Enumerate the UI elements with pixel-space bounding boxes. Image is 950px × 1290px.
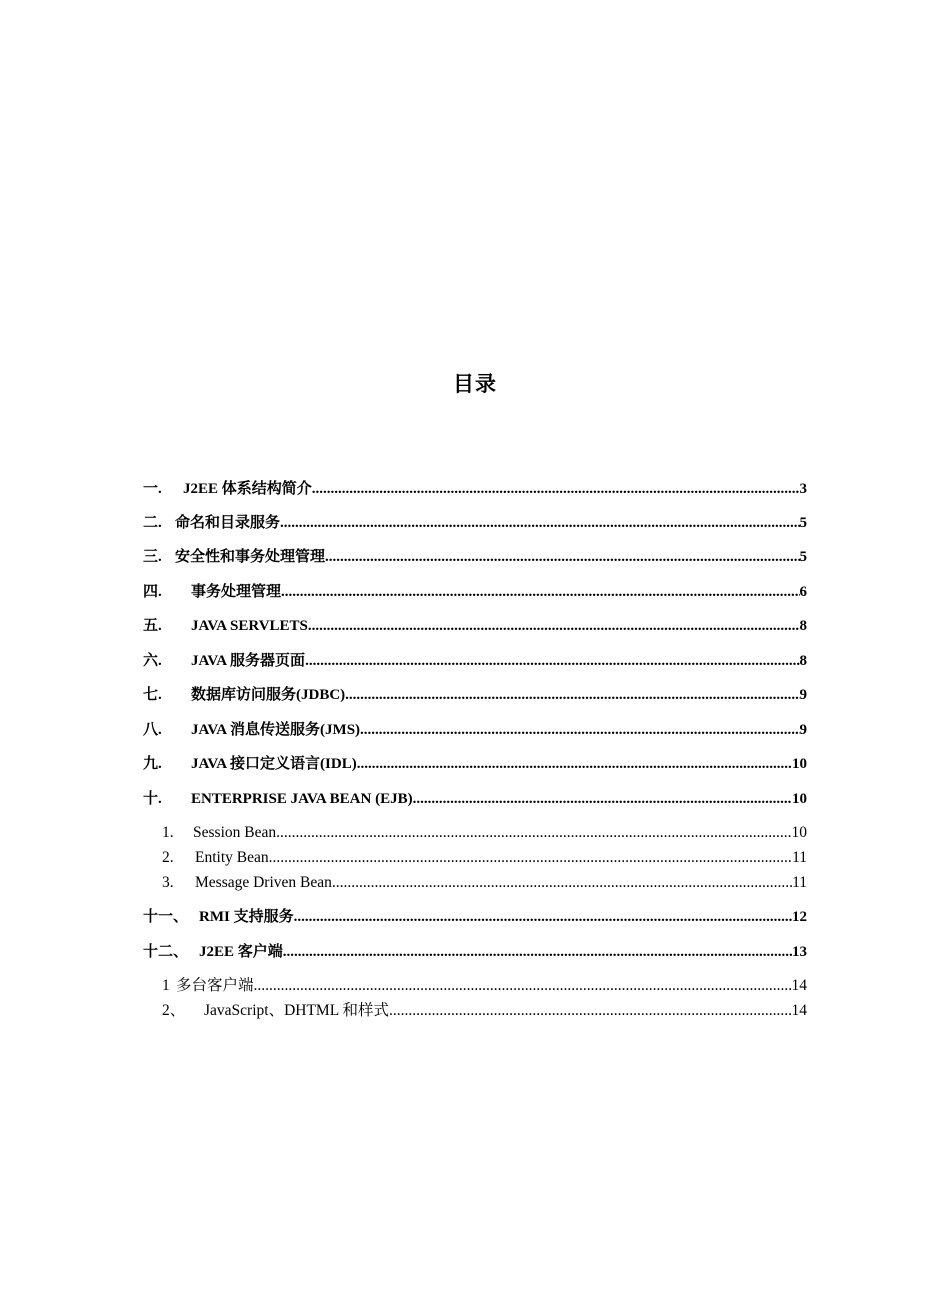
toc-dot-leader (325, 546, 799, 568)
toc-entry-label: RMI 支持服务 (199, 909, 294, 925)
toc-entry-label: Session Bean (193, 824, 277, 841)
toc-entry-page: 14 (791, 977, 807, 994)
toc-entry-page: 9 (799, 722, 807, 738)
toc-entry-page: 10 (792, 791, 807, 807)
toc-entry-label: 安全性和事务处理管理 (175, 549, 326, 565)
toc-dot-leader (305, 650, 799, 672)
toc-entry-2[interactable] (143, 512, 807, 534)
toc-entry-number: 二. (143, 515, 162, 531)
toc-entry-12[interactable] (143, 941, 807, 963)
toc-entry-number: 七. (143, 687, 162, 703)
toc-entry-label: J2EE 体系结构简介 (183, 481, 312, 497)
toc-entry-label: 事务处理管理 (191, 584, 282, 600)
toc-entry-number: 十一、 (143, 909, 189, 925)
toc-entry-9[interactable] (143, 753, 807, 775)
toc-entry-label: ENTERPRISE JAVA BEAN (EJB) (191, 791, 413, 807)
toc-entry-page: 12 (792, 909, 807, 925)
toc-entry-page: 14 (791, 1002, 807, 1019)
toc-dot-leader (308, 615, 800, 637)
toc-entry-label: JavaScript、DHTML 和样式 (204, 1002, 389, 1019)
toc-entry-number: 3. (162, 874, 174, 891)
toc-entry-page: 8 (799, 618, 807, 634)
toc-dot-leader (269, 847, 792, 869)
toc-entry-label: 命名和目录服务 (175, 515, 281, 531)
toc-entry-number: 四. (143, 584, 162, 600)
toc-subentry-message-driven-bean[interactable] (162, 872, 807, 894)
toc-dot-leader (345, 684, 799, 706)
toc-entry-number: 十. (143, 791, 162, 807)
toc-entry-page: 5 (799, 549, 807, 565)
toc-title: 目录 (453, 372, 497, 396)
toc-dot-leader (389, 1000, 792, 1022)
toc-entry-label: 多台客户端 (176, 977, 254, 994)
toc-entry-number: 八. (143, 722, 162, 738)
toc-entry-label: Message Driven Bean (195, 874, 332, 891)
toc-dot-leader (276, 822, 791, 844)
toc-entry-number: 三. (143, 549, 162, 565)
toc-entry-6[interactable] (143, 650, 807, 672)
toc-entry-label: J2EE 客户端 (199, 944, 283, 960)
toc-entry-5[interactable] (143, 615, 807, 637)
toc-dot-leader (360, 719, 799, 741)
toc-entry-4[interactable] (143, 581, 807, 603)
toc-entry-page: 13 (792, 944, 807, 960)
toc-dot-leader (294, 906, 792, 928)
toc-entry-label: 数据库访问服务(JDBC) (191, 687, 346, 703)
toc-entry-label: JAVA 接口定义语言(IDL) (191, 756, 357, 772)
toc-dot-leader (413, 788, 792, 810)
toc-entry-label: JAVA 消息传送服务(JMS) (191, 722, 361, 738)
toc-entry-number: 1. (162, 824, 174, 841)
toc-entry-number: 1 (162, 977, 170, 994)
toc-entry-page: 10 (791, 824, 807, 841)
toc-entry-label: JAVA 服务器页面 (191, 653, 306, 669)
toc-dot-leader (357, 753, 792, 775)
toc-entry-page: 3 (799, 481, 807, 497)
toc-entry-page: 9 (799, 687, 807, 703)
toc-entry-1[interactable] (143, 478, 807, 500)
toc-entry-number: 2、 (162, 1002, 186, 1019)
toc-dot-leader (332, 872, 792, 894)
toc-subentry-session-bean[interactable] (162, 822, 807, 844)
toc-entry-number: 十二、 (143, 944, 189, 960)
toc-dot-leader (312, 478, 800, 500)
toc-dot-leader (280, 512, 799, 534)
toc-subentry-multiple-clients[interactable] (162, 975, 807, 997)
toc-entry-label: Entity Bean (195, 849, 269, 866)
toc-entry-7[interactable] (143, 684, 807, 706)
toc-entry-10[interactable] (143, 788, 807, 810)
toc-entry-page: 11 (792, 874, 807, 891)
toc-dot-leader (254, 975, 792, 997)
toc-entry-8[interactable] (143, 719, 807, 741)
toc-entry-3[interactable] (143, 546, 807, 568)
toc-entry-number: 六. (143, 653, 162, 669)
toc-subentry-javascript-dhtml[interactable] (162, 1000, 807, 1022)
toc-entry-page: 8 (799, 653, 807, 669)
toc-dot-leader (281, 581, 799, 603)
toc-entry-page: 10 (792, 756, 807, 772)
toc-entry-page: 5 (799, 515, 807, 531)
toc-entry-page: 6 (799, 584, 807, 600)
toc-entry-11[interactable] (143, 906, 807, 928)
toc-entry-label: JAVA SERVLETS (191, 618, 308, 634)
toc-entry-page: 11 (792, 849, 807, 866)
toc-entry-number: 2. (162, 849, 174, 866)
toc-entry-number: 九. (143, 756, 162, 772)
toc-entry-number: 一. (143, 481, 162, 497)
toc-dot-leader (283, 941, 792, 963)
toc-subentry-entity-bean[interactable] (162, 847, 807, 869)
toc-entry-number: 五. (143, 618, 162, 634)
